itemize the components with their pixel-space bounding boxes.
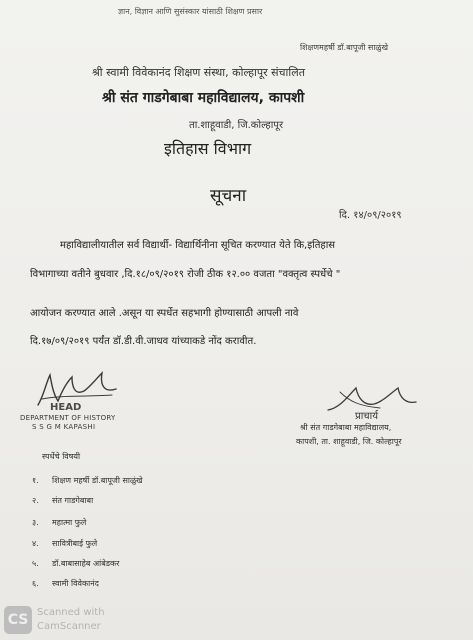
list-item-number: ४. (32, 539, 39, 548)
notice-body-line-1: महाविद्यालीयातील सर्व विद्यार्थी- विद्यार्थिनीना सूचित करण्यात येते कि,इतिहास (60, 240, 336, 251)
camscanner-watermark (4, 603, 144, 637)
letterhead-society: श्री स्वामी विवेकानंद शिक्षण संस्था, कोल्हापूर संचालित (92, 66, 305, 79)
watermark-line-1: Scanned with (37, 607, 105, 618)
notice-body-line-3: आयोजन करण्यात आले .असून या स्पर्धेत सहभागी होण्यासाठी आपली नावे (30, 308, 299, 319)
principal-stamp-line-1: श्री संत गाडगेबाबा महाविद्यालय, (300, 423, 392, 432)
list-item-number: ५. (32, 559, 39, 568)
list-item-number: २. (32, 496, 39, 505)
hod-stamp-title: HEAD (50, 402, 82, 413)
list-item-name: स्वामी विवेकानंद (52, 579, 99, 588)
letterhead-college: श्री संत गाडगेबाबा महाविद्यालय, कापशी (102, 90, 305, 106)
notice-title: सूचना (210, 186, 247, 206)
principal-title: प्राचार्य (355, 411, 379, 422)
list-item-number: १. (32, 476, 39, 485)
letterhead-address: ता.शाहूवाडी, जि.कोल्हापूर (189, 120, 284, 131)
hod-stamp-department: DEPARTMENT OF HISTORY (20, 414, 116, 422)
list-item-number: ३. (32, 518, 39, 527)
camscanner-logo-icon: CS (4, 606, 32, 634)
list-item-name: शिक्षण महर्षी डॉ.बापूजी साळुंखे (52, 476, 143, 485)
list-item-name: संत गाडगेबाबा (52, 496, 94, 505)
list-item-number: ६. (32, 579, 39, 588)
topics-heading: स्पर्धेचे विषयी (42, 452, 81, 461)
notice-body-line-2: विभागाच्या वतीने बुधवार ,दि.१८/०९/२०१९ रोजी ठीक १२.०० वजता "वक्तृत्व स्पर्धेचे " (30, 269, 341, 280)
notice-date: दि. १४/०९/२०१९ (339, 210, 402, 221)
list-item-name: डॉ.बाबासाहेब आंबेडकर (52, 559, 120, 568)
letterhead-motto: ज्ञान, विज्ञान आणि सुसंस्कार यांसाठी शिक्षण प्रसार (118, 7, 263, 16)
list-item-name: सावित्रीबाई फुले (52, 539, 98, 548)
letterhead-founder: शिक्षणमहर्षी डॉ.बापूजी साळुंखे (300, 43, 389, 52)
hod-stamp-college: S S G M KAPASHI (32, 423, 96, 431)
notice-body-line-4: दि.१७/०९/२०१९ पर्यंत डॉ.डी.वी.जाधव यांच्याकडे नोंद करावीत. (30, 336, 257, 347)
list-item-name: महात्मा फुले (52, 518, 87, 527)
principal-stamp-line-2: कापशी, ता. शाहूवाडी, जि. कोल्हापूर (296, 437, 402, 446)
department-title: इतिहास विभाग (164, 139, 252, 158)
watermark-line-2: CamScanner (37, 621, 101, 632)
hod-stamp (20, 402, 115, 431)
